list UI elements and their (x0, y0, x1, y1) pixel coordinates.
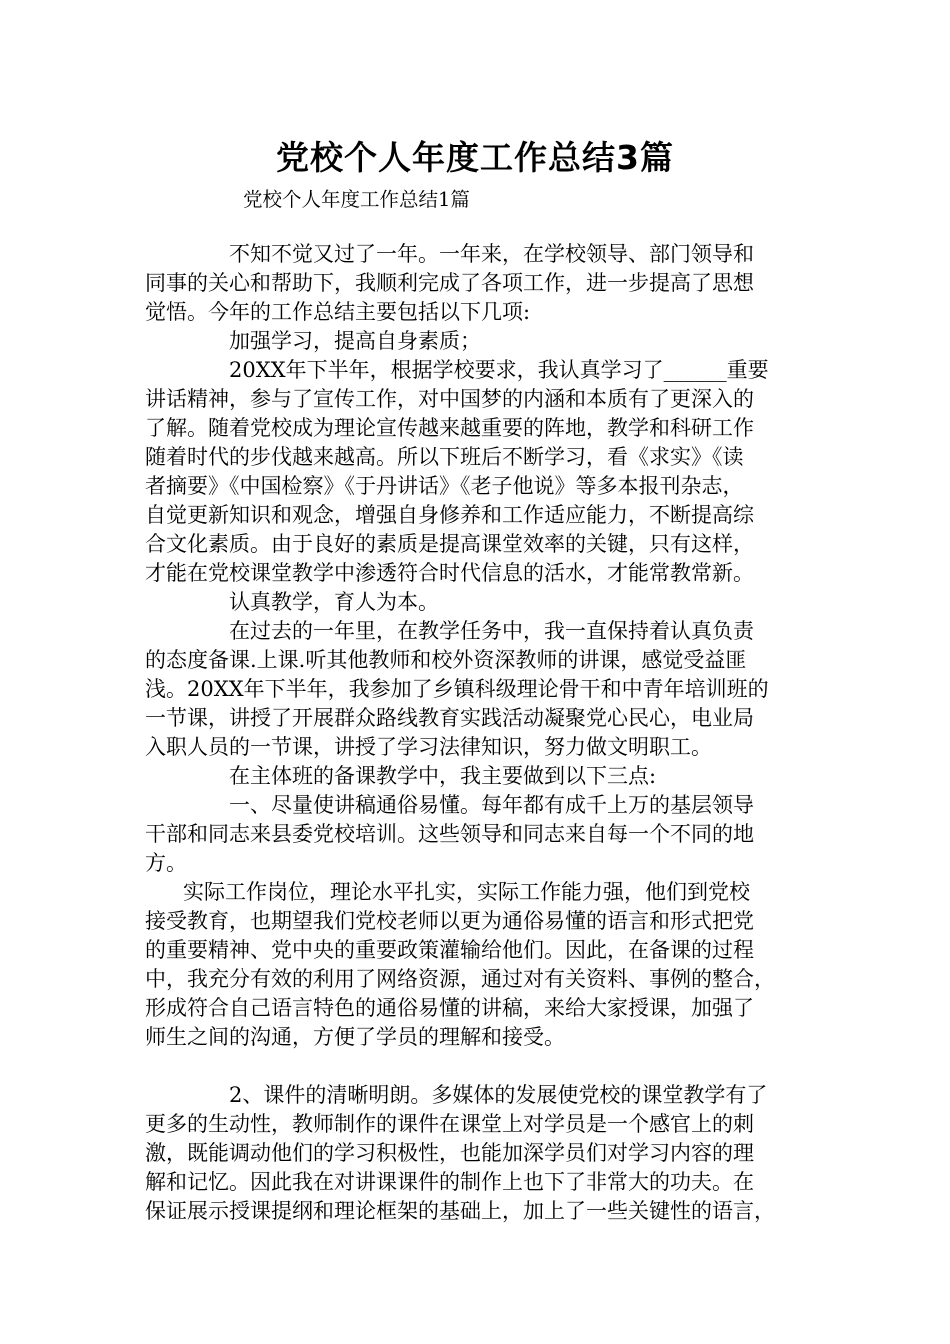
text-line: 的态度备课.上课.听其他教师和校外资深教师的讲课，感觉受益匪 (145, 648, 747, 672)
text-line: 才能在党校课堂教学中渗透符合时代信息的活水，才能常教常新。 (145, 561, 754, 585)
text-line: 入职人员的一节课，讲授了学习法律知识，努力做文明职工。 (145, 735, 712, 759)
text-line: 不知不觉又过了一年。一年来，在学校领导、部门领导和 (229, 242, 754, 266)
text-line: 合文化素质。由于良好的素质是提高课堂效率的关键，只有这样， (145, 532, 754, 556)
text-line: 接受教育，也期望我们党校老师以更为通俗易懂的语言和形式把党 (145, 909, 754, 933)
text-line: 方。 (145, 851, 187, 875)
text-line: 在过去的一年里，在教学任务中，我一直保持着认真负责 (229, 619, 754, 643)
document-title: 党校个人年度工作总结3篇 (276, 138, 674, 177)
document-body (145, 240, 821, 1226)
text-line: 更多的生动性，教师制作的课件在课堂上对学员是一个感官上的刺 (145, 1112, 754, 1136)
text-line: 讲话精神，参与了宣传工作，对中国梦的内涵和本质有了更深入的 (145, 387, 754, 411)
text-line: 者摘要》《中国检察》《于丹讲话》《老子他说》等多本报刊杂志， (145, 474, 744, 498)
text-line: 加强学习，提高自身素质； (229, 329, 481, 353)
text-line: 师生之间的沟通，方便了学员的理解和接受。 (145, 1025, 565, 1049)
text-line: 形成符合自己语言特色的通俗易懂的讲稿，来给大家授课，加强了 (145, 996, 754, 1020)
text-line: 一节课，讲授了开展群众路线教育实践活动凝聚党心民心，电业局 (145, 706, 754, 730)
text-line: 在主体班的备课教学中，我主要做到以下三点: (229, 764, 657, 788)
text-line: 2、课件的清晰明朗。多媒体的发展使党校的课堂教学有了 (229, 1083, 768, 1107)
text-line: 认真教学，育人为本。 (229, 590, 439, 614)
text-line: 了解。随着党校成为理论宣传越来越重要的阵地，教学和科研工作 (145, 416, 754, 440)
text-line: 干部和同志来县委党校培训。这些领导和同志来自每一个不同的地 (145, 822, 754, 846)
document-subtitle: 党校个人年度工作总结1篇 (243, 188, 470, 211)
text-line: 浅。20XX年下半年，我参加了乡镇科级理论骨干和中青年培训班的 (145, 677, 769, 701)
text-line: 中，我充分有效的利用了网络资源，通过对有关资料、事例的整合， (145, 967, 775, 991)
text-line: 觉悟。今年的工作总结主要包括以下几项: (145, 300, 531, 324)
text-line: 20XX年下半年，根据学校要求，我认真学习了______重要 (229, 358, 769, 382)
text-line: 的重要精神、党中央的重要政策灌输给他们。因此，在备课的过程 (145, 938, 754, 962)
text-line: 实际工作岗位，理论水平扎实，实际工作能力强，他们到党校 (183, 880, 750, 904)
text-line: 自觉更新知识和观念，增强自身修养和工作适应能力，不断提高综 (145, 503, 754, 527)
text-line: 激，既能调动他们的学习积极性，也能加深学员们对学习内容的理 (145, 1141, 754, 1165)
text-line: 解和记忆。因此我在对讲课课件的制作上也下了非常大的功夫。在 (145, 1170, 754, 1194)
text-line: 同事的关心和帮助下，我顺利完成了各项工作，进一步提高了思想 (145, 271, 754, 295)
text-line: 一、尽量使讲稿通俗易懂。每年都有成千上万的基层领导 (229, 793, 754, 817)
text-line: 随着时代的步伐越来越高。所以下班后不断学习，看《求实》《读 (145, 445, 744, 469)
text-line: 保证展示授课提纲和理论框架的基础上，加上了一些关键性的语言， (145, 1199, 775, 1223)
paragraph-gap (145, 1052, 821, 1081)
